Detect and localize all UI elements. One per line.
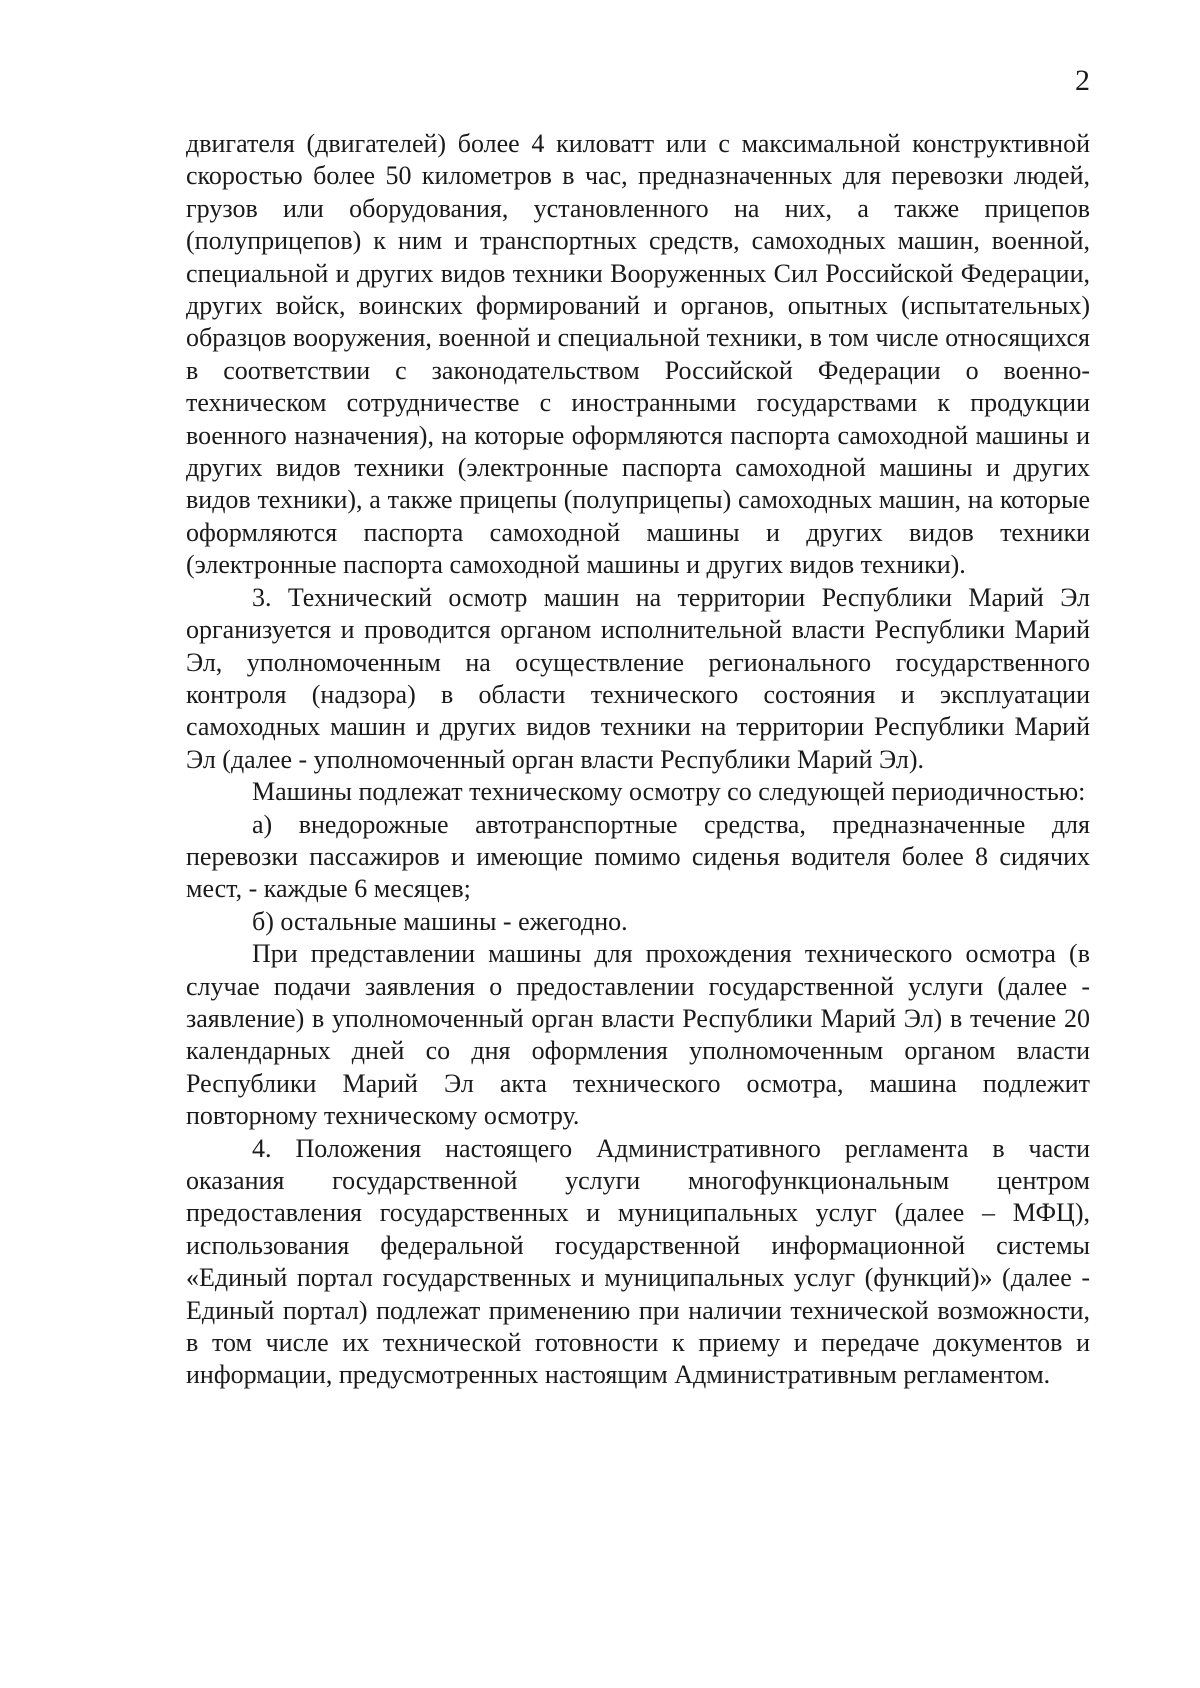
paragraph-continuation: двигателя (двигателей) более 4 киловатт или с максимальной конструктивной скоростью более 50 километров в час, предназначенных для перевозки людей, грузов или оборудования, установленного на них, а также прицепов (полуприцепов) к ним и транспортных средств, самоходных машин, военной, специальной и других видов техники Вооруженных Сил Российской Федерации, других войск, воинских формирований и органов, опытных (испытательных) образцов вооружения, военной и специальной техники, в том числе относящихся в соответствии с законодательством Российской Федерации о военно-техническом сотрудничестве с иностранными государствами к продукции военного назначения), на которые оформляются паспорта самоходной машины и других видов техники (электронные паспорта самоходной машины и других видов техники), а также прицепы (полуприцепы) самоходных машин, на которые оформляются паспорта самоходной машины и других видов техники (электронные паспорта самоходной машины и других видов техники). xyxy=(186,129,1090,580)
page-number: 2 xyxy=(1075,64,1090,97)
paragraph-item-b: б) остальные машины - ежегодно. xyxy=(252,906,628,936)
paragraph-item-a: а) внедорожные автотранспортные средства, предназначенные для перевозки пассажиров и имеющие помимо сиденья водителя более 8 сидячих мест, - каждые 6 месяцев; xyxy=(186,809,1090,904)
paragraph-repeat-inspection: При представлении машины для прохождения технического осмотра (в случае подачи заявления о предоставлении государственной услуги (далее - заявление) в уполномоченный орган власти Республики Марий Эл) в течение 20 календарных дней со дня оформления уполномоченным органом власти Республики Марий Эл акта технического осмотра, машина подлежит повторному техническому осмотру. xyxy=(186,939,1090,1131)
paragraph-clause-3: 3. Технический осмотр машин на территории Республики Марий Эл организуется и проводится органом исполнительной власти Республики Марий Эл, уполномоченным на осуществление регионального государственного контроля (надзора) в области технического состояния и эксплуатации самоходных машин и других видов техники на территории Республики Марий Эл (далее - уполномоченный орган власти Республики Марий Эл). xyxy=(186,582,1090,774)
document-body xyxy=(186,128,1090,1392)
paragraph-periodicity: Машины подлежат техническому осмотру со следующей периодичностью: xyxy=(252,777,1086,807)
paragraph-clause-4: 4. Положения настоящего Административного регламента в части оказания государственной услуги многофункциональным центром предоставления государственных и муниципальных услуг (далее – МФЦ), использования федеральной государственной информационной системы «Единый портал государственных и муниципальных услуг (функций)» (далее - Единый портал) подлежат применению при наличии технической возможности, в том числе их технической готовности к приему и передаче документов и информации, предусмотренных настоящим Административным регламентом. xyxy=(186,1133,1090,1390)
